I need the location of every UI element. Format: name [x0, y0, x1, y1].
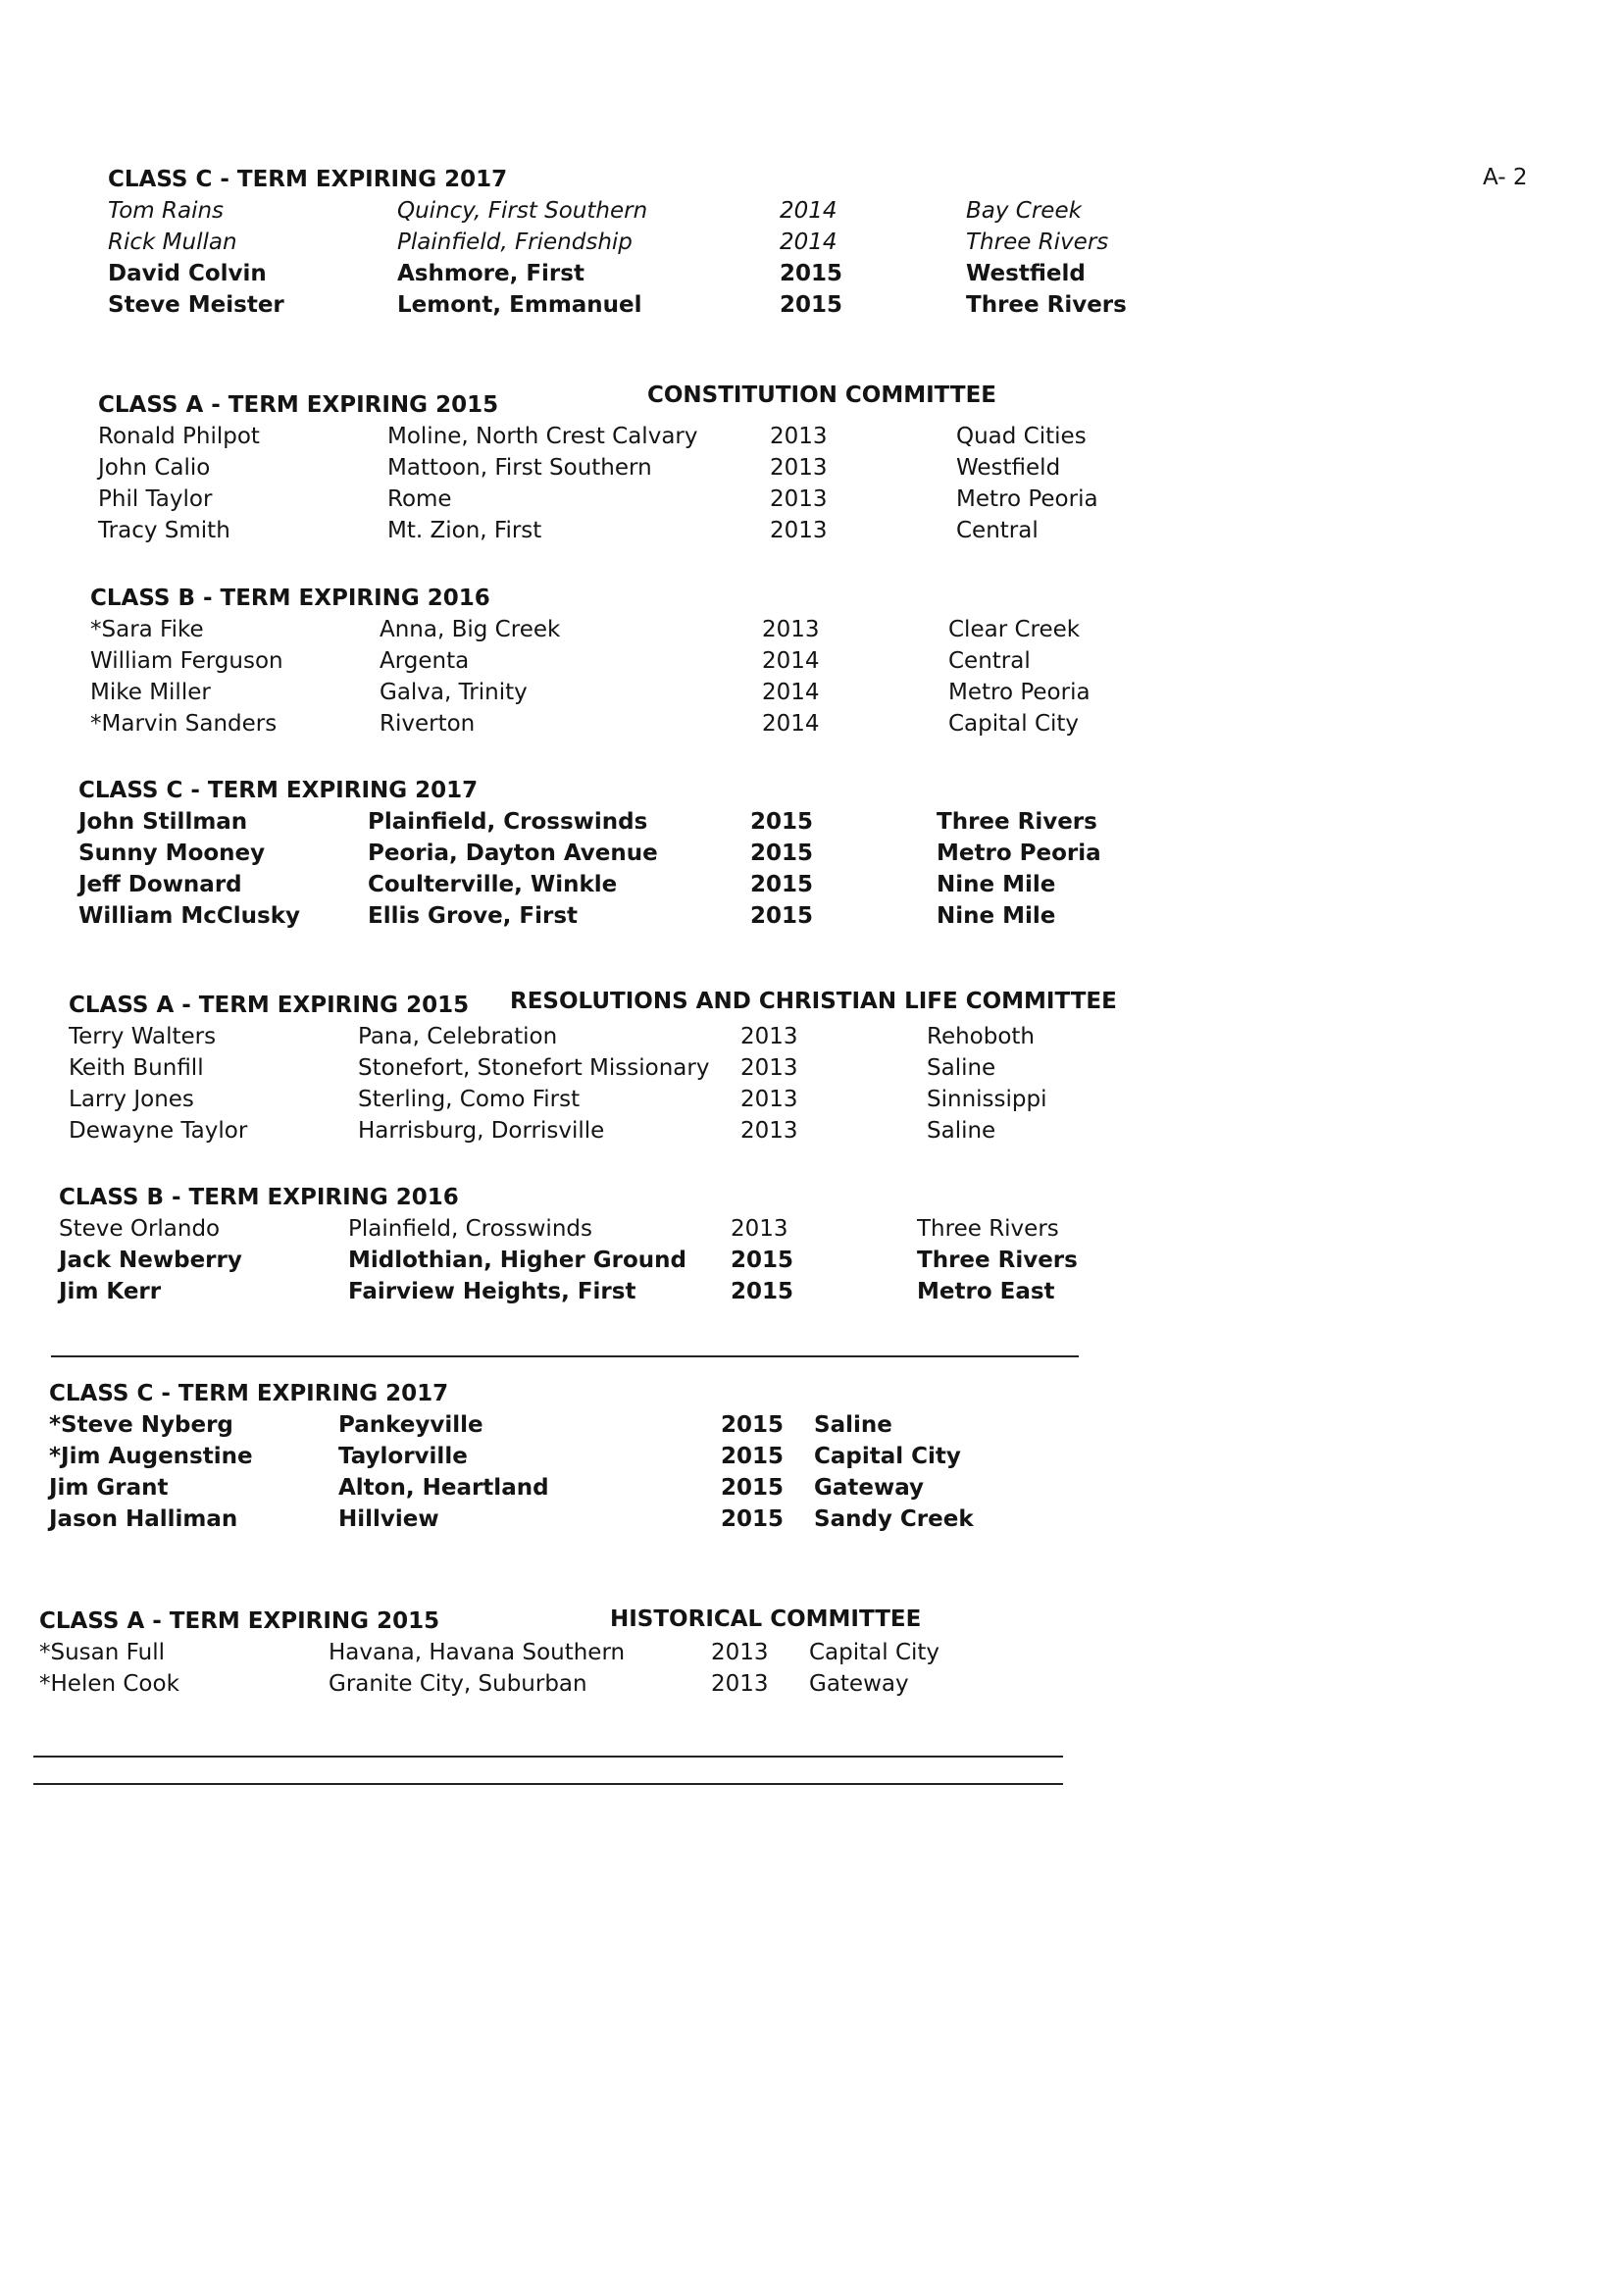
member-year: 2013: [740, 1118, 798, 1144]
member-association: Westfield: [956, 455, 1061, 481]
member-association: Three Rivers: [917, 1216, 1059, 1242]
member-year: 2013: [740, 1055, 798, 1081]
member-church: Argenta: [380, 648, 470, 674]
member-year: 2014: [762, 648, 820, 674]
member-association: Metro Peoria: [937, 841, 1101, 866]
member-year: 2015: [721, 1475, 785, 1501]
member-church: Pankeyville: [338, 1412, 483, 1438]
member-row: [108, 292, 1127, 320]
member-row: [49, 1506, 974, 1534]
class-heading: CLASS C - TERM EXPIRING 2017: [108, 167, 508, 192]
member-association: Sinnissippi: [927, 1087, 1047, 1112]
member-name: Jim Grant: [49, 1475, 169, 1501]
committee-title-resolutions: RESOLUTIONS AND CHRISTIAN LIFE COMMITTEE: [510, 989, 1117, 1014]
member-name: Sunny Mooney: [78, 841, 266, 866]
page-number: A- 2: [1483, 165, 1528, 190]
class-heading: CLASS A - TERM EXPIRING 2015: [39, 1608, 440, 1634]
member-year: 2014: [780, 229, 837, 255]
class-heading: CLASS C - TERM EXPIRING 2017: [49, 1381, 449, 1406]
member-row: [90, 711, 1091, 739]
member-name: Steve Meister: [108, 292, 284, 318]
member-row: [69, 1087, 1046, 1114]
member-year: 2015: [731, 1248, 794, 1273]
member-association: Rehoboth: [927, 1024, 1036, 1049]
member-row: [98, 486, 1098, 514]
member-name: Jeff Downard: [78, 872, 242, 897]
member-church: Ashmore, First: [397, 261, 584, 286]
member-church: Alton, Heartland: [338, 1475, 549, 1501]
member-row: [39, 1640, 939, 1667]
section-class-c-2017: [108, 167, 1127, 320]
member-row: [108, 229, 1127, 257]
member-church: Stonefort, Stonefort Missionary: [358, 1055, 710, 1081]
member-row: [78, 872, 1101, 899]
member-church: Peoria, Dayton Avenue: [368, 841, 658, 866]
member-year: 2014: [780, 198, 837, 224]
member-year: 2014: [762, 680, 820, 705]
member-year: 2013: [770, 455, 828, 481]
member-name: John Calio: [98, 455, 211, 481]
member-name: Larry Jones: [69, 1087, 194, 1112]
member-row: [59, 1279, 1078, 1306]
member-association: Metro Peoria: [956, 486, 1098, 512]
member-church: Plainfield, Crosswinds: [368, 809, 648, 835]
divider-line: [33, 1783, 1063, 1785]
member-name: Tracy Smith: [98, 518, 230, 543]
member-church: Fairview Heights, First: [348, 1279, 636, 1304]
member-row: [59, 1248, 1078, 1275]
member-row: [78, 809, 1101, 837]
section-resolutions-class-a: [69, 993, 1046, 1146]
member-year: 2015: [750, 841, 814, 866]
member-row: [49, 1412, 974, 1440]
section-resolutions-class-c: [49, 1381, 974, 1534]
member-name: John Stillman: [78, 809, 248, 835]
member-name: *Helen Cook: [39, 1671, 179, 1697]
member-name: David Colvin: [108, 261, 267, 286]
member-year: 2015: [750, 903, 814, 929]
member-name: William McClusky: [78, 903, 301, 929]
member-association: Capital City: [814, 1444, 961, 1469]
member-church: Coulterville, Winkle: [368, 872, 618, 897]
member-name: Mike Miller: [90, 680, 211, 705]
committee-title-constitution: CONSTITUTION COMMITTEE: [647, 382, 997, 408]
member-row: [78, 841, 1101, 868]
member-year: 2013: [711, 1671, 769, 1697]
member-row: [69, 1055, 1046, 1083]
member-church: Pana, Celebration: [358, 1024, 558, 1049]
member-association: Three Rivers: [937, 809, 1097, 835]
member-row: [59, 1216, 1078, 1244]
member-church: Lemont, Emmanuel: [397, 292, 642, 318]
member-association: Metro Peoria: [948, 680, 1091, 705]
section-constitution-class-c: [78, 778, 1101, 931]
member-year: 2015: [750, 809, 814, 835]
member-name: Jack Newberry: [59, 1248, 242, 1273]
class-heading: CLASS A - TERM EXPIRING 2015: [98, 392, 499, 418]
member-association: Gateway: [814, 1475, 925, 1501]
member-name: Jason Halliman: [49, 1506, 238, 1532]
member-name: *Susan Full: [39, 1640, 165, 1665]
member-year: 2013: [740, 1087, 798, 1112]
member-association: Saline: [927, 1055, 996, 1081]
member-church: Granite City, Suburban: [329, 1671, 587, 1697]
member-year: 2015: [780, 261, 843, 286]
member-name: *Jim Augenstine: [49, 1444, 253, 1469]
member-name: Terry Walters: [69, 1024, 217, 1049]
member-row: [98, 518, 1098, 545]
member-row: [98, 424, 1098, 451]
member-name: *Sara Fike: [90, 617, 204, 642]
member-association: Nine Mile: [937, 903, 1056, 929]
member-year: 2013: [770, 486, 828, 512]
member-association: Capital City: [809, 1640, 940, 1665]
member-name: Rick Mullan: [108, 229, 237, 255]
class-heading: CLASS B - TERM EXPIRING 2016: [90, 586, 490, 611]
member-row: [98, 455, 1098, 483]
member-year: 2013: [762, 617, 820, 642]
member-church: Midlothian, Higher Ground: [348, 1248, 686, 1273]
member-association: Three Rivers: [966, 292, 1127, 318]
member-association: Saline: [814, 1412, 892, 1438]
member-row: [49, 1475, 974, 1503]
member-church: Taylorville: [338, 1444, 468, 1469]
member-association: Gateway: [809, 1671, 909, 1697]
member-row: [69, 1024, 1046, 1051]
member-row: [108, 261, 1127, 288]
member-church: Harrisburg, Dorrisville: [358, 1118, 605, 1144]
member-association: Saline: [927, 1118, 996, 1144]
member-year: 2015: [721, 1412, 785, 1438]
member-church: Plainfield, Crosswinds: [348, 1216, 592, 1242]
member-name: Tom Rains: [108, 198, 225, 224]
member-association: Capital City: [948, 711, 1080, 737]
member-year: 2014: [762, 711, 820, 737]
member-association: Clear Creek: [948, 617, 1081, 642]
member-name: Ronald Philpot: [98, 424, 260, 449]
member-church: Moline, North Crest Calvary: [387, 424, 698, 449]
member-year: 2013: [711, 1640, 769, 1665]
member-church: Ellis Grove, First: [368, 903, 579, 929]
member-year: 2013: [731, 1216, 788, 1242]
member-name: Steve Orlando: [59, 1216, 221, 1242]
member-association: Quad Cities: [956, 424, 1087, 449]
section-constitution-class-b: [90, 586, 1091, 739]
member-church: Galva, Trinity: [380, 680, 528, 705]
member-name: William Ferguson: [90, 648, 283, 674]
class-heading: CLASS C - TERM EXPIRING 2017: [78, 778, 479, 803]
member-row: [69, 1118, 1046, 1146]
member-row: [108, 198, 1127, 226]
member-row: [90, 648, 1091, 676]
class-heading: CLASS B - TERM EXPIRING 2016: [59, 1185, 459, 1210]
member-association: Metro East: [917, 1279, 1055, 1304]
member-row: [39, 1671, 939, 1699]
member-church: Anna, Big Creek: [380, 617, 561, 642]
member-row: [49, 1444, 974, 1471]
member-church: Hillview: [338, 1506, 439, 1532]
member-name: *Marvin Sanders: [90, 711, 278, 737]
member-year: 2015: [731, 1279, 794, 1304]
member-year: 2015: [780, 292, 843, 318]
member-year: 2015: [721, 1506, 785, 1532]
member-association: Nine Mile: [937, 872, 1056, 897]
member-association: Sandy Creek: [814, 1506, 974, 1532]
divider-line: [51, 1355, 1079, 1357]
divider-line: [33, 1756, 1063, 1758]
section-resolutions-class-b: [59, 1185, 1078, 1306]
class-heading: CLASS A - TERM EXPIRING 2015: [69, 993, 470, 1018]
section-historical-class-a: [39, 1608, 939, 1699]
member-church: Mattoon, First Southern: [387, 455, 652, 481]
committee-title-historical: HISTORICAL COMMITTEE: [610, 1606, 922, 1632]
member-association: Bay Creek: [966, 198, 1082, 224]
member-church: Riverton: [380, 711, 476, 737]
member-row: [90, 680, 1091, 707]
member-church: Havana, Havana Southern: [329, 1640, 626, 1665]
member-row: [90, 617, 1091, 644]
member-row: [78, 903, 1101, 931]
member-name: Dewayne Taylor: [69, 1118, 248, 1144]
member-church: Mt. Zion, First: [387, 518, 542, 543]
member-association: Westfield: [966, 261, 1086, 286]
member-association: Central: [956, 518, 1039, 543]
member-name: Jim Kerr: [59, 1279, 162, 1304]
member-association: Three Rivers: [917, 1248, 1078, 1273]
member-church: Sterling, Como First: [358, 1087, 581, 1112]
member-name: Keith Bunfill: [69, 1055, 204, 1081]
member-name: *Steve Nyberg: [49, 1412, 233, 1438]
member-year: 2013: [770, 424, 828, 449]
member-church: Quincy, First Southern: [397, 198, 648, 224]
member-association: Three Rivers: [966, 229, 1109, 255]
member-year: 2015: [721, 1444, 785, 1469]
member-association: Central: [948, 648, 1031, 674]
member-church: Plainfield, Friendship: [397, 229, 633, 255]
member-year: 2013: [770, 518, 828, 543]
section-constitution-class-a: [98, 392, 1098, 545]
member-church: Rome: [387, 486, 452, 512]
member-name: Phil Taylor: [98, 486, 213, 512]
member-year: 2013: [740, 1024, 798, 1049]
member-year: 2015: [750, 872, 814, 897]
